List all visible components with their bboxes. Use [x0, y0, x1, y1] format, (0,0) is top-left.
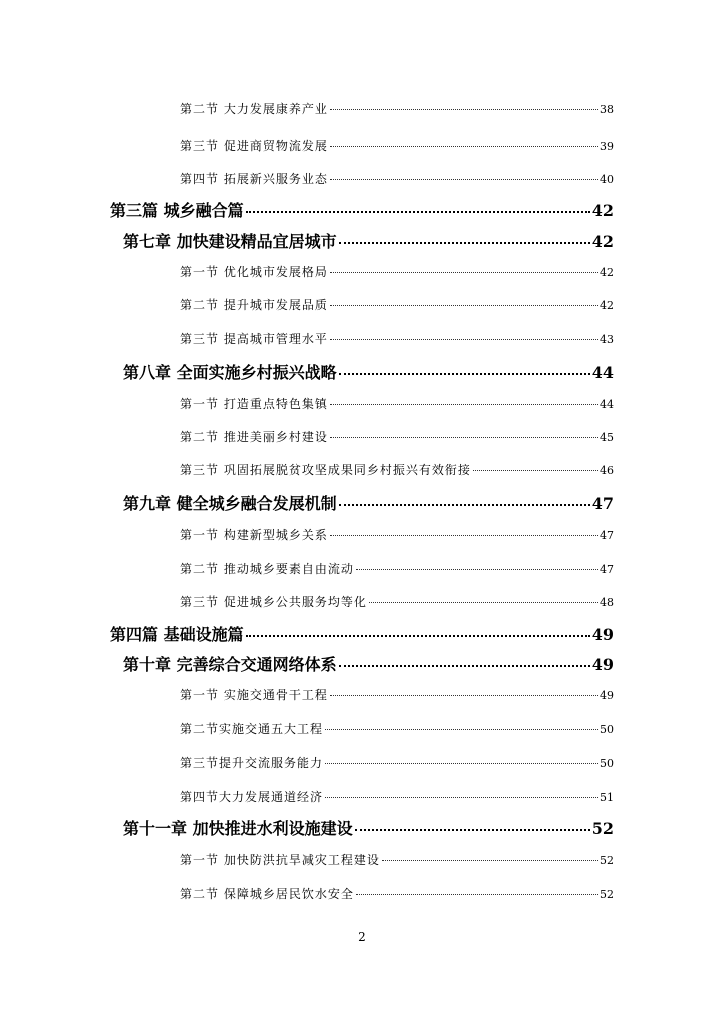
- toc-entry: [180, 137, 614, 154]
- toc-entry-title: 第二节 大力发展康养产业: [180, 102, 328, 116]
- toc-entry-title: 第四节大力发展通道经济: [180, 790, 324, 804]
- toc-leader: [339, 373, 590, 375]
- toc-entry-page: 47: [591, 494, 614, 513]
- toc-entry-title: 第四篇 基础设施篇: [110, 625, 244, 644]
- toc-part: [110, 622, 614, 645]
- toc-leader: [330, 535, 598, 536]
- toc-leader: [330, 339, 598, 340]
- toc-leader: [330, 305, 598, 306]
- toc-entry-title: 第三篇 城乡融合篇: [110, 201, 244, 220]
- toc-leader: [330, 179, 598, 180]
- toc-leader: [339, 504, 590, 506]
- toc-entry: [180, 560, 614, 577]
- toc-entry-page: 42: [591, 201, 614, 220]
- toc-entry: [180, 788, 614, 805]
- toc-entry-title: 第一节 加快防洪抗旱减灾工程建设: [180, 853, 380, 867]
- toc-entry-title: 第十章 完善综合交通网络体系: [123, 655, 337, 674]
- toc-part: [110, 198, 614, 221]
- toc-entry-page: 44: [591, 363, 614, 382]
- toc-entry-page: 42: [600, 299, 614, 312]
- toc-entry-title: 第一节 构建新型城乡关系: [180, 528, 328, 542]
- toc-entry-page: 49: [591, 625, 614, 644]
- toc-entry-page: 50: [600, 757, 614, 770]
- toc-entry-page: 52: [600, 888, 614, 901]
- toc-entry-title: 第九章 健全城乡融合发展机制: [123, 494, 337, 513]
- toc-chapter: [123, 229, 614, 252]
- toc-entry-title: 第三节 促进商贸物流发展: [180, 139, 328, 153]
- toc-entry-page: 47: [600, 563, 614, 576]
- toc-chapter: [123, 652, 614, 675]
- toc-entry-title: 第一节 打造重点特色集镇: [180, 397, 328, 411]
- toc-chapter: [123, 491, 614, 514]
- toc-entry: [180, 461, 614, 478]
- toc-leader: [330, 695, 598, 696]
- toc-entry-title: 第三节提升交流服务能力: [180, 756, 324, 770]
- toc-entry-title: 第三节 促进城乡公共服务均等化: [180, 595, 367, 609]
- toc-entry: [180, 526, 614, 543]
- toc-entry: [180, 330, 614, 347]
- toc-entry-page: 51: [600, 791, 614, 804]
- toc-entry-page: 40: [600, 173, 614, 186]
- toc-entry: [180, 754, 614, 771]
- toc-entry: [180, 100, 614, 117]
- toc-leader: [339, 242, 590, 244]
- toc-leader: [246, 635, 590, 637]
- toc-leader: [325, 763, 598, 764]
- toc-entry-title: 第十一章 加快推进水利设施建设: [123, 819, 353, 838]
- toc-chapter: [123, 360, 614, 383]
- toc-leader: [246, 211, 590, 213]
- toc-entry-title: 第八章 全面实施乡村振兴战略: [123, 363, 337, 382]
- toc-entry-page: 42: [591, 232, 614, 251]
- toc-leader: [356, 569, 598, 570]
- toc-entry: [180, 851, 614, 868]
- page-number: 2: [358, 930, 366, 944]
- toc-entry-page: 49: [600, 689, 614, 702]
- toc-entry: [180, 428, 614, 445]
- toc-leader: [330, 437, 598, 438]
- toc-entry-page: 45: [600, 431, 614, 444]
- toc-entry-page: 47: [600, 529, 614, 542]
- toc-entry: [180, 395, 614, 412]
- toc-entry-page: 49: [591, 655, 614, 674]
- toc-entry-page: 52: [591, 819, 614, 838]
- toc-leader: [330, 109, 598, 110]
- toc-entry-title: 第三节 提高城市管理水平: [180, 332, 328, 346]
- toc-entry-page: 43: [600, 333, 614, 346]
- toc-entry-title: 第二节实施交通五大工程: [180, 722, 324, 736]
- toc-entry: [180, 686, 614, 703]
- toc-entry-page: 48: [600, 596, 614, 609]
- toc-entry-title: 第一节 实施交通骨干工程: [180, 688, 328, 702]
- toc-entry-page: 39: [600, 140, 614, 153]
- toc-entry-page: 52: [600, 854, 614, 867]
- toc-entry-page: 50: [600, 723, 614, 736]
- toc-entry-title: 第二节 提升城市发展品质: [180, 298, 328, 312]
- toc-entry-page: 44: [600, 398, 614, 411]
- toc-entry-title: 第一节 优化城市发展格局: [180, 265, 328, 279]
- toc-chapter: [123, 816, 614, 839]
- toc-leader: [473, 470, 598, 471]
- toc-entry: [180, 885, 614, 902]
- toc-leader: [382, 860, 598, 861]
- toc-entry-title: 第二节 推进美丽乡村建设: [180, 430, 328, 444]
- toc-entry-page: 46: [600, 464, 614, 477]
- toc-entry: [180, 263, 614, 280]
- toc-entry-title: 第三节 巩固拓展脱贫攻坚成果同乡村振兴有效衔接: [180, 463, 471, 477]
- toc-entry-title: 第七章 加快建设精品宜居城市: [123, 232, 337, 251]
- toc-entry: [180, 170, 614, 187]
- toc-entry-page: 38: [600, 103, 614, 116]
- toc-leader: [330, 272, 598, 273]
- toc-leader: [339, 665, 590, 667]
- toc-leader: [325, 797, 598, 798]
- toc-leader: [330, 404, 598, 405]
- toc-entry-title: 第二节 推动城乡要素自由流动: [180, 562, 354, 576]
- toc-entry: [180, 720, 614, 737]
- toc-entry: [180, 593, 614, 610]
- toc-leader: [325, 729, 598, 730]
- toc-leader: [369, 602, 598, 603]
- toc-leader: [356, 894, 598, 895]
- toc-entry: [180, 296, 614, 313]
- toc-entry-title: 第二节 保障城乡居民饮水安全: [180, 887, 354, 901]
- toc-leader: [330, 146, 598, 147]
- toc-leader: [355, 829, 590, 831]
- toc-entry-title: 第四节 拓展新兴服务业态: [180, 172, 328, 186]
- toc-entry-page: 42: [600, 266, 614, 279]
